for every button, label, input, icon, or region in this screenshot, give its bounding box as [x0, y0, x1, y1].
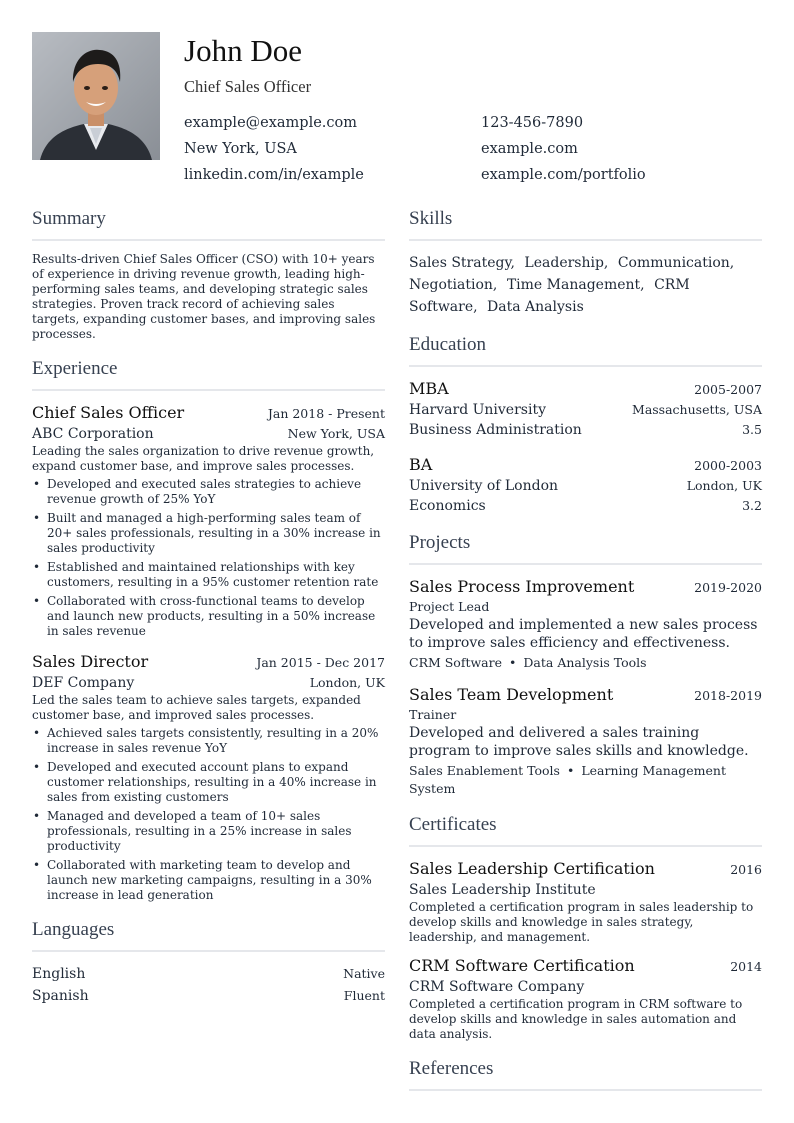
references-heading: References: [409, 1056, 762, 1091]
experience-role: Sales Director: [32, 652, 149, 671]
skills-heading: Skills: [409, 206, 762, 241]
certificate-issuer: CRM Software Company: [409, 979, 585, 995]
project-dates: 2019-2020: [694, 580, 762, 595]
project-entry: [409, 684, 762, 798]
certificate-description: Completed a certification program in CRM software to develop skills and knowledge in sales automation and data analysis.: [409, 997, 743, 1041]
skills-section: [409, 206, 762, 318]
certificate-name: Sales Leadership Certification: [409, 859, 655, 878]
certificates-section: [409, 812, 762, 1042]
education-location: London, UK: [686, 478, 762, 493]
skill-item: Communication,: [617, 255, 735, 271]
education-gpa: 3.2: [742, 498, 762, 513]
project-tool: Data Analysis Tools: [523, 655, 647, 670]
separator-dot-icon: •: [509, 655, 517, 670]
language-name: Spanish: [32, 988, 89, 1004]
certificate-description: Completed a certification program in sales leadership to develop skills and knowledge in sales strategy, leadership, and management.: [409, 900, 754, 944]
certificate-issuer: Sales Leadership Institute: [409, 882, 596, 898]
experience-dates: Jan 2018 - Present: [267, 406, 385, 421]
education-degree: BA: [409, 455, 433, 474]
certificate-entry: [409, 955, 762, 1042]
candidate-name: John Doe: [184, 33, 302, 68]
right-column: [409, 206, 762, 1105]
experience-bullet: • Built and managed a high-performing sales team of 20+ sales professionals, resulting in a 30% increase in sales productivity: [32, 511, 385, 556]
experience-location: London, UK: [309, 675, 385, 690]
skill-item: Sales Strategy,: [409, 255, 515, 271]
language-row: [32, 985, 385, 1007]
experience-company: ABC Corporation: [32, 426, 154, 442]
education-gpa: 3.5: [742, 422, 762, 437]
experience-bullet: • Established and maintained relationships with key customers, resulting in a 95% customer retention rate: [32, 560, 385, 590]
certificates-heading: Certificates: [409, 812, 762, 847]
certificate-year: 2016: [730, 862, 762, 877]
project-tool: Learning Management System: [409, 763, 727, 796]
experience-bullets: [32, 477, 385, 639]
certificate-year: 2014: [730, 959, 762, 974]
education-entry: [409, 454, 762, 516]
summary-section: [32, 206, 385, 342]
education-section: [409, 332, 762, 516]
contact-linkedin[interactable]: linkedin.com/in/example: [184, 167, 364, 183]
profile-photo: [32, 32, 160, 160]
experience-bullet: • Developed and executed account plans to expand customer relationships, resulting in a 40% increase in sales from existing customers: [32, 760, 385, 805]
project-role: Project Lead: [409, 599, 490, 614]
candidate-title: Chief Sales Officer: [184, 77, 312, 96]
languages-heading: Languages: [32, 917, 385, 952]
left-column: [32, 206, 385, 1021]
skill-item: Data Analysis: [487, 299, 584, 315]
education-entry: [409, 378, 762, 440]
experience-bullet: • Collaborated with cross-functional teams to develop and launch new products, resulting in a 50% increase in sales revenue: [32, 594, 385, 639]
language-level: Native: [343, 966, 385, 981]
education-field: Business Administration: [409, 422, 582, 438]
project-tools: [409, 654, 762, 672]
project-entry: [409, 576, 762, 672]
project-role: Trainer: [409, 707, 457, 722]
separator-dot-icon: •: [566, 763, 575, 778]
projects-section: [409, 530, 762, 798]
education-school: University of London: [409, 478, 559, 494]
education-dates: 2005-2007: [694, 382, 762, 397]
contact-email[interactable]: example@example.com: [184, 115, 358, 131]
skill-item: Negotiation,: [409, 277, 498, 293]
references-section: [409, 1056, 762, 1091]
experience-summary: Led the sales team to achieve sales targets, expanded customer base, and improved sales processes.: [32, 693, 361, 722]
experience-location: New York, USA: [287, 426, 385, 441]
project-dates: 2018-2019: [694, 688, 762, 703]
contact-website[interactable]: example.com: [481, 141, 578, 157]
language-name: English: [32, 966, 86, 982]
project-name: Sales Team Development: [409, 685, 614, 704]
skill-item: Leadership,: [524, 255, 609, 271]
skill-item: Time Management,: [506, 277, 645, 293]
experience-section: [32, 356, 385, 903]
avatar-portrait-icon: [32, 32, 160, 160]
language-level: Fluent: [343, 988, 385, 1003]
project-tools: [409, 762, 762, 798]
experience-bullets: [32, 726, 385, 903]
summary-text: Results-driven Chief Sales Officer (CSO) with 10+ years of experience in driving revenue growth, leading high-performing sales teams, and developing strategic sales strategies. Proven track record of achieving sales targets, expanding customer bases, and improving sales processes.: [32, 252, 376, 341]
project-description: Developed and delivered a sales training program to improve sales skills and knowledge.: [409, 725, 749, 759]
project-name: Sales Process Improvement: [409, 577, 635, 596]
contact-location: New York, USA: [184, 141, 297, 157]
project-tool: Sales Enablement Tools: [409, 763, 560, 778]
certificate-entry: [409, 858, 762, 945]
experience-entry: [32, 402, 385, 639]
experience-bullet: • Developed and executed sales strategies to achieve revenue growth of 25% YoY: [32, 477, 385, 507]
experience-company: DEF Company: [32, 675, 135, 691]
education-degree: MBA: [409, 379, 449, 398]
project-description: Developed and implemented a new sales process to improve sales efficiency and effectiveness.: [409, 617, 758, 651]
contact-portfolio[interactable]: example.com/portfolio: [481, 167, 646, 183]
language-row: [32, 963, 385, 985]
experience-bullet: • Collaborated with marketing team to develop and launch new marketing campaigns, resulting in a 30% increase in lead generation: [32, 858, 385, 903]
experience-heading: Experience: [32, 356, 385, 391]
experience-summary: Leading the sales organization to drive revenue growth, expand customer base, and improve sales processes.: [32, 444, 375, 473]
experience-role: Chief Sales Officer: [32, 403, 185, 422]
education-heading: Education: [409, 332, 762, 367]
certificate-name: CRM Software Certification: [409, 956, 635, 975]
skills-list: [409, 252, 762, 318]
projects-heading: Projects: [409, 530, 762, 565]
experience-entry: [32, 651, 385, 903]
education-dates: 2000-2003: [694, 458, 762, 473]
skill-item: CRM Software,: [409, 277, 690, 315]
experience-dates: Jan 2015 - Dec 2017: [256, 655, 385, 670]
education-school: Harvard University: [409, 402, 546, 418]
experience-bullet: • Achieved sales targets consistently, resulting in a 20% increase in sales revenue YoY: [32, 726, 385, 756]
experience-bullet: • Managed and developed a team of 10+ sales professionals, resulting in a 25% increase in sales productivity: [32, 809, 385, 854]
education-location: Massachusetts, USA: [632, 402, 762, 417]
education-field: Economics: [409, 498, 486, 514]
summary-heading: Summary: [32, 206, 385, 241]
project-tool: CRM Software: [409, 655, 503, 670]
contact-phone[interactable]: 123-456-7890: [481, 115, 584, 131]
languages-section: [32, 917, 385, 1007]
